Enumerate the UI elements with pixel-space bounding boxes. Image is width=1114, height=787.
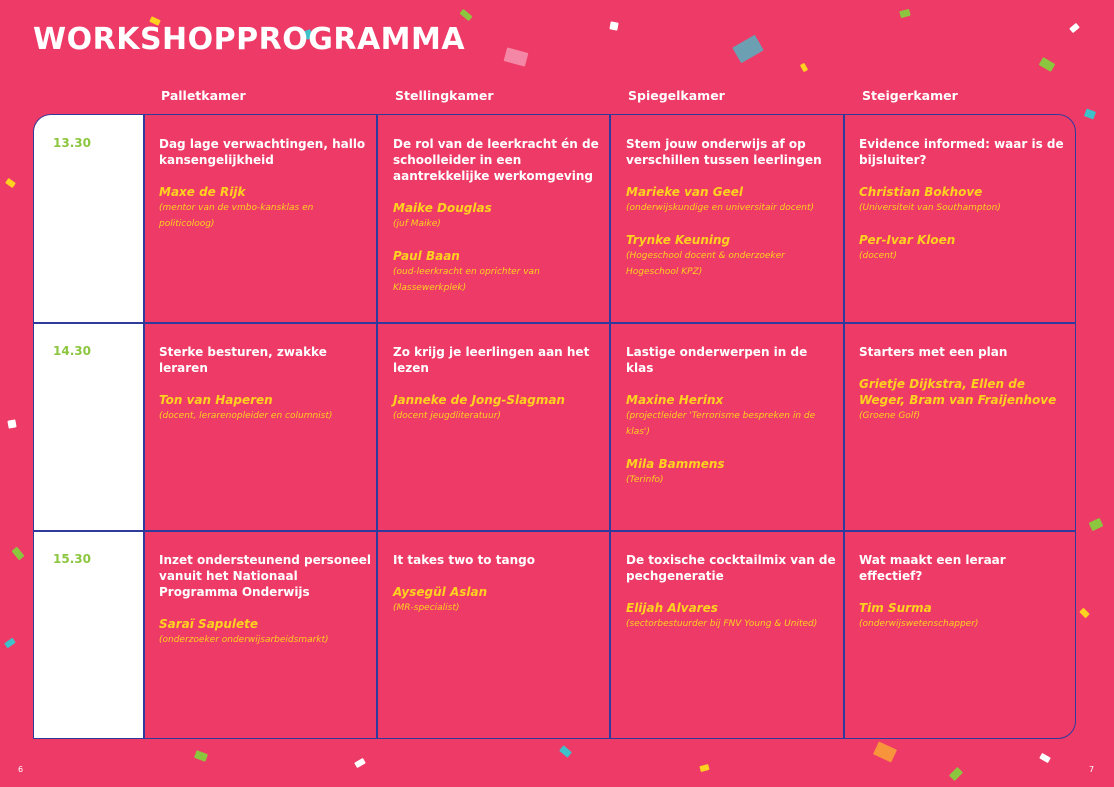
session-title: Dag lage verwachtingen, hallo kansengelijkheid	[159, 137, 366, 167]
page-number-right: 7	[1089, 765, 1095, 774]
speaker-role: (projectleider 'Terrorisme bespreken in de klas')	[626, 411, 816, 437]
session-title: De toxische cocktailmix van de pechgeneratie	[626, 553, 836, 583]
speaker-role: (Terinfo)	[626, 475, 664, 485]
speaker-role: (onderwijskundige en universitair docent)	[626, 203, 814, 213]
speaker-name: Paul Baan	[393, 249, 460, 263]
session-title: Sterke besturen, zwakke leraren	[159, 345, 327, 375]
speaker-name: Ton van Haperen	[159, 393, 273, 407]
speaker-role: (sectorbestuurder bij FNV Young & United)	[626, 619, 818, 629]
page-title: WORKSHOPPROGRAMMA	[33, 22, 466, 57]
speaker-role: (juf Maike)	[393, 219, 441, 229]
session-cell	[159, 552, 371, 664]
speaker-role: (docent, lerarenopleider en columnist)	[159, 411, 333, 421]
session-title: Starters met een plan	[859, 345, 1008, 359]
speaker-name: Elijah Alvares	[626, 601, 718, 615]
speaker-role: (onderzoeker onderwijsarbeidsmarkt)	[159, 635, 329, 645]
speaker-name: Tim Surma	[859, 601, 932, 615]
room-header-steigerkamer: Steigerkamer	[862, 88, 958, 103]
speaker-name: Maxine Herinx	[626, 393, 724, 407]
session-cell	[159, 344, 371, 440]
schedule-grid	[33, 114, 1076, 739]
speaker-name: Janneke de Jong-Slagman	[393, 393, 565, 407]
session-cell	[626, 552, 838, 648]
speaker-name: Maxe de Rijk	[159, 185, 246, 199]
grid-divider	[34, 530, 1075, 532]
session-cell	[859, 344, 1071, 440]
session-cell	[393, 552, 605, 632]
session-title: Stem jouw onderwijs af op verschillen tussen leerlingen	[626, 137, 822, 167]
session-title: It takes two to tango	[393, 553, 535, 567]
session-cell	[859, 136, 1071, 280]
speaker-role: (Hogeschool docent & onderzoeker Hogeschool KPZ)	[626, 251, 785, 277]
session-title: Inzet ondersteunend personeel vanuit het Nationaal Programma Onderwijs	[159, 553, 371, 599]
speaker-role: (docent)	[859, 251, 897, 261]
grid-divider	[376, 115, 378, 738]
session-title: Wat maakt een leraar effectief?	[859, 553, 1006, 583]
speaker-name: Trynke Keuning	[626, 233, 731, 247]
session-cell	[393, 344, 605, 440]
speaker-role: (Universiteit van Southampton)	[859, 203, 1001, 213]
room-header-stellingkamer: Stellingkamer	[395, 88, 494, 103]
speaker-name: Grietje Dijkstra, Ellen de Weger, Bram van Fraijenhove	[859, 377, 1057, 407]
session-cell	[393, 136, 605, 312]
time-slot-3: 15.30	[53, 552, 91, 566]
session-title: Evidence informed: waar is de bijsluiter?	[859, 137, 1064, 167]
speaker-name: Mila Bammens	[626, 457, 725, 471]
speaker-name: Christian Bokhove	[859, 185, 983, 199]
session-cell	[626, 344, 838, 504]
time-slot-2: 14.30	[53, 344, 91, 358]
speaker-name: Maike Douglas	[393, 201, 492, 215]
speaker-name: Marieke van Geel	[626, 185, 743, 199]
time-column	[34, 115, 144, 738]
room-header-palletkamer: Palletkamer	[161, 88, 246, 103]
session-title: Lastige onderwerpen in de klas	[626, 345, 808, 375]
session-cell	[859, 552, 1071, 648]
speaker-name: Per-Ivar Kloen	[859, 233, 956, 247]
room-header-spiegelkamer: Spiegelkamer	[628, 88, 725, 103]
session-title: De rol van de leerkracht én de schoolleider in een aantrekkelijke werkomgeving	[393, 137, 599, 183]
session-cell	[159, 136, 371, 248]
speaker-role: (Groene Golf)	[859, 411, 920, 421]
speaker-role: (docent jeugdliteratuur)	[393, 411, 501, 421]
grid-divider	[843, 115, 845, 738]
session-title: Zo krijg je leerlingen aan het lezen	[393, 345, 590, 375]
time-slot-1: 13.30	[53, 136, 91, 150]
grid-divider	[609, 115, 611, 738]
speaker-role: (MR-specialist)	[393, 603, 460, 613]
grid-divider	[143, 115, 145, 738]
speaker-name: Aysegül Aslan	[393, 585, 488, 599]
grid-divider	[34, 322, 1075, 324]
speaker-role: (mentor van de vmbo-kansklas en politicoloog)	[159, 203, 314, 229]
speaker-role: (oud-leerkracht en oprichter van Klassewerkplek)	[393, 267, 540, 293]
speaker-role: (onderwijswetenschapper)	[859, 619, 979, 629]
page-number-left: 6	[18, 765, 24, 774]
session-cell	[626, 136, 838, 296]
speaker-name: Saraï Sapulete	[159, 617, 259, 631]
